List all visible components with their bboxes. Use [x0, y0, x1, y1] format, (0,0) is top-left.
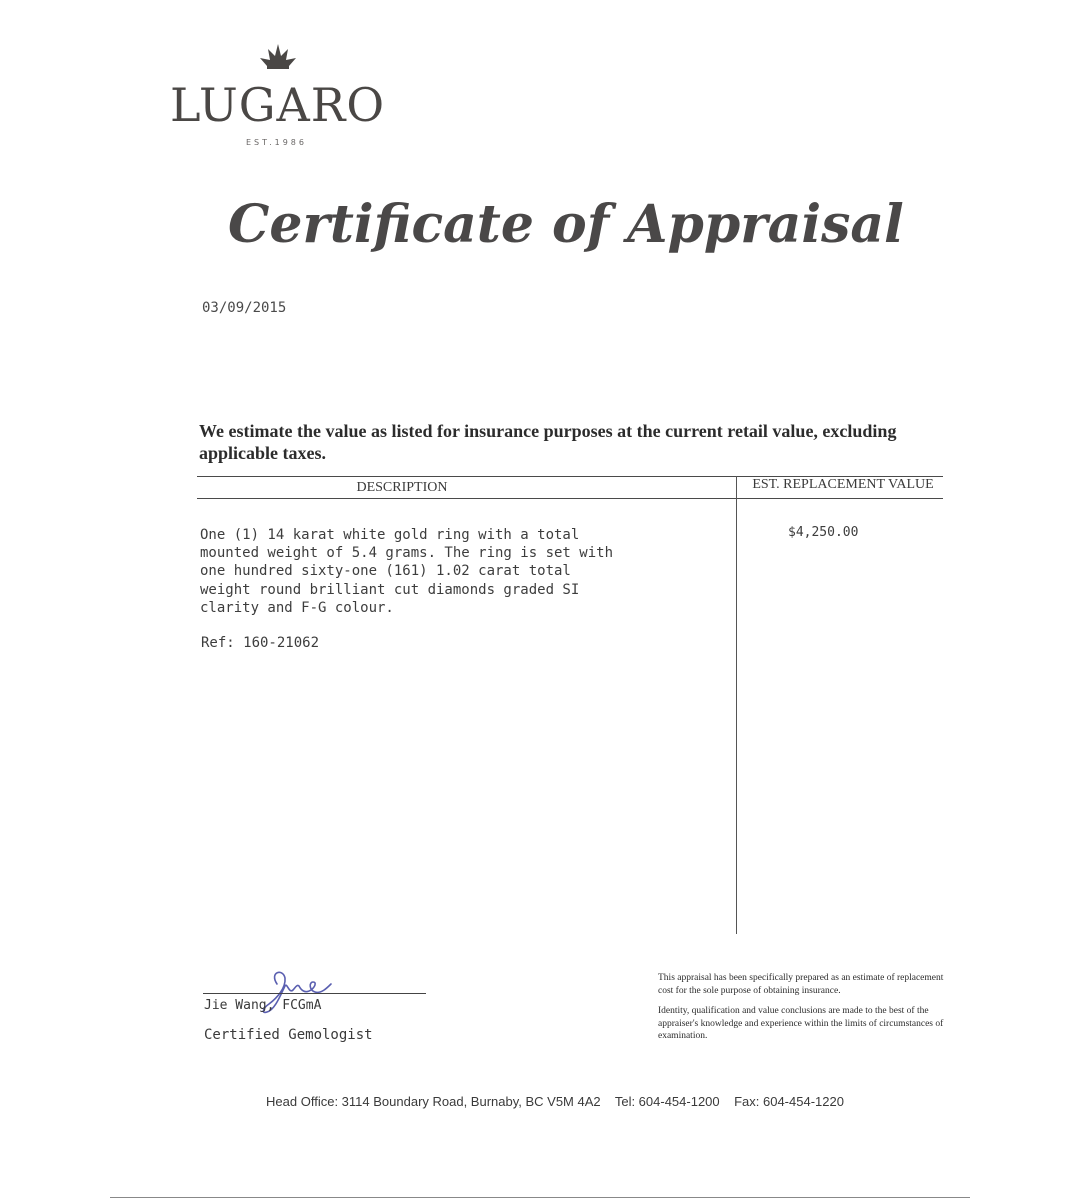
crown-icon [258, 44, 298, 70]
column-divider [736, 476, 737, 934]
description-column-header: DESCRIPTION [356, 480, 448, 495]
disclaimer [658, 972, 948, 1051]
disclaimer-purpose: This appraisal has been specifically prepared as an estimate of replacement cost for the sole purpose of obtaining insurance. [658, 973, 944, 996]
item-description [200, 526, 700, 617]
replacement-value: $4,250.00 [788, 525, 859, 540]
footer-contact: Head Office: 3114 Boundary Road, Burnaby, BC V5M 4A2 Tel: 604-454-1200 Fax: 604-454-1220 [266, 1094, 844, 1109]
appraisal-date: 03/09/2015 [202, 300, 287, 316]
description-line: weight round brilliant cut diamonds graded SI [200, 581, 580, 598]
table-header-rule [197, 498, 943, 499]
value-column-header: EST. REPLACEMENT VALUE [752, 477, 934, 492]
signature-line [203, 993, 426, 994]
description-line: clarity and F-G colour. [200, 599, 394, 616]
appraiser-title: Certified Gemologist [204, 1027, 373, 1043]
intro-statement: We estimate the value as listed for insurance purposes at the current retail value, excluding applicable taxes. [199, 421, 897, 463]
description-line: One (1) 14 karat white gold ring with a total [200, 527, 580, 543]
reference-number: Ref: 160-21062 [201, 635, 320, 651]
appraiser-name: Jie Wang, FCGmA [204, 998, 322, 1013]
description-line: mounted weight of 5.4 grams. The ring is set with [200, 545, 614, 562]
page-bottom-edge [110, 1197, 970, 1198]
established-year: EST.1986 [246, 138, 307, 147]
description-line: one hundred sixty-one (161) 1.02 carat total [200, 563, 571, 580]
document-title: Certificate of Appraisal [228, 194, 904, 255]
brand-logo: LUGARO [170, 78, 386, 132]
disclaimer-limits: Identity, qualification and value conclusions are made to the best of the appraiser's knowledge and experience within the limits of circumstances of examination. [658, 1006, 944, 1041]
